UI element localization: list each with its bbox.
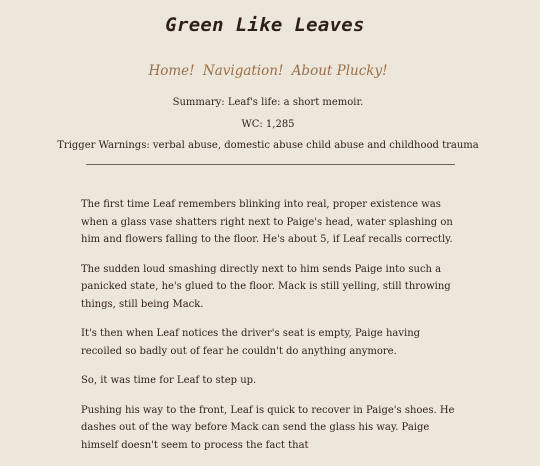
- nav-link-home[interactable]: Home!: [148, 63, 195, 79]
- story-paragraph: Pushing his way to the front, Leaf is quick to recover in Paige's shoes. He dashes out of the way before Mack can send the glass his way. Paige himself doesn't seem to process the fact that: [81, 404, 455, 451]
- story-summary: Summary: Leaf's life: a short memoir.: [172, 97, 364, 108]
- story-paragraph: So, it was time for Leaf to step up.: [81, 375, 257, 386]
- section-divider: [86, 164, 455, 165]
- trigger-warnings: Trigger Warnings: verbal abuse, domestic abuse child abuse and childhood trauma: [57, 140, 479, 151]
- nav-link-about[interactable]: About Plucky!: [291, 63, 388, 79]
- word-count: WC: 1,285: [241, 119, 295, 130]
- story-paragraph: The sudden loud smashing directly next to him sends Paige into such a panicked state, he's glued to the floor. Mack is still yelling, still throwing things, still being Mack.: [81, 263, 451, 310]
- top-navigation: [0, 63, 536, 79]
- site-title[interactable]: Green Like Leaves: [165, 14, 365, 36]
- story-paragraph: It's then when Leaf notices the driver's seat is empty, Paige having recoiled so badly out of fear he couldn't do anything anymore.: [81, 328, 421, 357]
- story-body: [81, 196, 463, 466]
- story-paragraph: The first time Leaf remembers blinking into real, proper existence was when a glass vase shatters right next to Paige's head, water splashing on him and flowers falling to the floor. He's about 5, if Leaf recalls correctly.: [81, 199, 453, 245]
- nav-link-navigation[interactable]: Navigation!: [202, 63, 284, 79]
